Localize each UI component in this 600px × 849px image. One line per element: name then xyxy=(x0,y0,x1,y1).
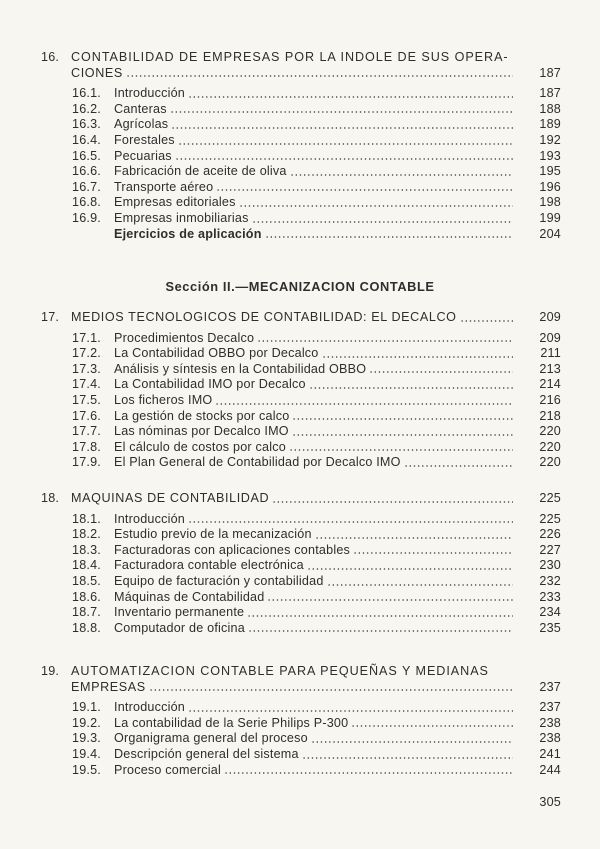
toc-entry xyxy=(41,605,561,621)
dot-leader xyxy=(188,710,513,712)
dot-leader xyxy=(248,630,513,632)
toc-entry xyxy=(41,700,561,716)
toc-entry xyxy=(41,440,561,456)
entry-title: Empresas editoriales xyxy=(114,195,236,210)
dot-leader xyxy=(315,537,513,539)
toc-entry xyxy=(41,763,561,779)
chapter-number: 17. xyxy=(41,310,60,324)
toc-entry xyxy=(41,362,561,378)
chapter-16 xyxy=(41,50,561,242)
entry-page: 199 xyxy=(539,210,561,225)
entry-page: 230 xyxy=(539,558,561,573)
chapter-page: 187 xyxy=(539,65,561,80)
chapter-title: CIONES xyxy=(71,65,123,80)
entry-title: Introducción xyxy=(114,511,186,526)
toc-entry xyxy=(41,149,561,165)
dot-leader xyxy=(272,501,513,503)
chapter-title: MAQUINAS DE CONTABILIDAD xyxy=(71,491,270,505)
entry-number: 18.5. xyxy=(72,573,102,588)
entry-page: 220 xyxy=(539,439,561,454)
entry-page: 238 xyxy=(539,731,561,746)
entry-number: 16.2. xyxy=(72,101,102,116)
dot-leader xyxy=(252,221,513,223)
toc-entry xyxy=(41,543,561,559)
entry-number: 16.5. xyxy=(72,148,102,163)
entry-title: Computador de oficina xyxy=(114,620,245,635)
entry-page: 226 xyxy=(539,527,561,542)
dot-leader xyxy=(322,356,513,358)
entry-title: Inventario permanente xyxy=(114,605,245,620)
toc-entry xyxy=(41,211,561,227)
entry-number: 16.8. xyxy=(72,195,102,210)
toc-entry xyxy=(41,731,561,747)
chapter-page: 237 xyxy=(539,679,561,694)
dot-leader xyxy=(171,127,513,129)
chapter-heading-line xyxy=(41,50,561,66)
entry-title: La Contabilidad IMO por Decalco xyxy=(114,377,306,392)
entry-page: 227 xyxy=(539,542,561,557)
chapter-page: 225 xyxy=(539,491,561,505)
toc-entry xyxy=(41,86,561,102)
dot-leader xyxy=(351,725,513,727)
entry-title: Introducción xyxy=(114,700,186,715)
entry-number: 17.6. xyxy=(72,408,102,423)
entry-number: 18.1. xyxy=(72,511,102,526)
entry-title: Empresas inmobiliarias xyxy=(114,210,249,225)
chapter-page: 209 xyxy=(539,310,561,324)
entry-title: Agrícolas xyxy=(114,117,169,132)
toc-entry xyxy=(41,102,561,118)
entry-title: Canteras xyxy=(114,101,167,116)
chapter-heading-line xyxy=(41,310,561,326)
dot-leader xyxy=(175,158,513,160)
entry-page: 214 xyxy=(539,377,561,392)
entry-number: 19.1. xyxy=(72,700,102,715)
entry-title: Análisis y síntesis en la Contabilidad OBBO xyxy=(114,361,367,376)
toc-entry xyxy=(41,133,561,149)
toc-entry xyxy=(41,747,561,763)
entry-number: 17.4. xyxy=(72,377,102,392)
entry-page: 235 xyxy=(539,620,561,635)
entry-title: Estudio previo de la mecanización xyxy=(114,527,312,542)
entry-title: El cálculo de costos por calco xyxy=(114,439,286,454)
entry-number: 16.4. xyxy=(72,132,102,147)
toc-entry xyxy=(41,227,561,243)
toc-entry xyxy=(41,455,561,471)
dot-leader xyxy=(292,418,513,420)
entry-title: La contabilidad de la Serie Philips P-300 xyxy=(114,715,349,730)
dot-leader xyxy=(239,205,513,207)
chapter-18 xyxy=(41,491,561,636)
entry-page: 237 xyxy=(539,700,561,715)
dot-leader xyxy=(289,449,513,451)
entry-page: 213 xyxy=(539,361,561,376)
entry-title: Los ficheros IMO xyxy=(114,392,213,407)
entry-title: Organigrama general del proceso xyxy=(114,731,308,746)
entry-page: 244 xyxy=(539,762,561,777)
entry-number: 17.1. xyxy=(72,330,102,345)
entry-title: Equipo de facturación y contabilidad xyxy=(114,573,324,588)
dot-leader xyxy=(247,615,513,617)
entry-title: La gestión de stocks por calco xyxy=(114,408,290,423)
dot-leader xyxy=(369,371,513,373)
entry-number: 18.7. xyxy=(72,605,102,620)
entry-number: 18.6. xyxy=(72,589,102,604)
entry-number: 16.3. xyxy=(72,117,102,132)
toc-entry xyxy=(41,574,561,590)
dot-leader xyxy=(126,75,513,77)
entry-page: 220 xyxy=(539,455,561,470)
entry-number: 19.3. xyxy=(72,731,102,746)
entry-page: 188 xyxy=(539,101,561,116)
toc-entry xyxy=(41,195,561,211)
toc-entry xyxy=(41,377,561,393)
entry-page: 195 xyxy=(539,164,561,179)
dot-leader xyxy=(216,189,513,191)
toc-entry xyxy=(41,527,561,543)
chapter-heading-line xyxy=(41,491,561,507)
dot-leader xyxy=(188,96,513,98)
entry-page: 211 xyxy=(540,346,561,361)
entry-number: 17.7. xyxy=(72,424,102,439)
entry-title: Las nóminas por Decalco IMO xyxy=(114,424,289,439)
entry-number: 18.3. xyxy=(72,542,102,557)
chapter-title: EMPRESAS xyxy=(71,679,146,694)
toc-entry xyxy=(41,331,561,347)
chapter-heading-line xyxy=(41,664,561,680)
dot-leader xyxy=(460,320,513,322)
toc-entry xyxy=(41,424,561,440)
entry-number: 18.4. xyxy=(72,558,102,573)
entry-page: 238 xyxy=(539,715,561,730)
entry-page: 189 xyxy=(539,117,561,132)
entry-title: Facturadoras con aplicaciones contables xyxy=(114,542,351,557)
chapter-title: AUTOMATIZACION CONTABLE PARA PEQUEÑAS Y MEDIANAS xyxy=(71,664,489,678)
dot-leader xyxy=(292,434,513,436)
entry-page: 192 xyxy=(539,132,561,147)
entry-number: 19.5. xyxy=(72,762,102,777)
entry-title: El Plan General de Contabilidad por Decalco IMO xyxy=(114,455,401,470)
entry-number: 17.9. xyxy=(72,455,102,470)
dot-leader xyxy=(404,465,513,467)
entry-title: Ejercicios de aplicación xyxy=(114,226,262,241)
entry-page: 225 xyxy=(539,511,561,526)
entry-title: La Contabilidad OBBO por Decalco xyxy=(114,346,319,361)
dot-leader xyxy=(178,143,513,145)
entry-number: 17.2. xyxy=(72,346,102,361)
entry-page: 220 xyxy=(539,424,561,439)
toc-entry xyxy=(41,346,561,362)
entry-page: 209 xyxy=(539,330,561,345)
entry-page: 232 xyxy=(539,573,561,588)
dot-leader xyxy=(170,111,513,113)
dot-leader xyxy=(307,568,513,570)
entry-page: 216 xyxy=(539,392,561,407)
entry-page: 196 xyxy=(539,179,561,194)
chapter-title: MEDIOS TECNOLOGICOS DE CONTABILIDAD: EL DECALCO xyxy=(71,310,457,324)
section-heading: Sección II.—MECANIZACION CONTABLE xyxy=(165,279,435,294)
entry-title: Forestales xyxy=(114,132,175,147)
dot-leader xyxy=(353,552,513,554)
dot-leader xyxy=(224,772,513,774)
dot-leader xyxy=(309,387,513,389)
chapter-heading-line xyxy=(41,66,561,82)
dot-leader xyxy=(265,236,513,238)
toc-entry xyxy=(41,512,561,528)
entry-title: Descripción general del sistema xyxy=(114,746,299,761)
entry-page: 198 xyxy=(539,195,561,210)
dot-leader xyxy=(149,689,513,691)
entry-title: Transporte aéreo xyxy=(114,179,214,194)
entry-number: 19.2. xyxy=(72,715,102,730)
chapter-17 xyxy=(41,310,561,471)
page-number: 305 xyxy=(539,795,561,809)
entry-number: 18.2. xyxy=(72,527,102,542)
toc-entry xyxy=(41,409,561,425)
dot-leader xyxy=(267,599,513,601)
chapter-19 xyxy=(41,664,561,778)
entry-number: 16.6. xyxy=(72,164,102,179)
entry-title: Proceso comercial xyxy=(114,762,221,777)
entry-number: 16.1. xyxy=(72,86,102,101)
chapter-heading-line xyxy=(41,680,561,696)
dot-leader xyxy=(257,340,513,342)
toc-entry xyxy=(41,716,561,732)
chapter-title: CONTABILIDAD DE EMPRESAS POR LA INDOLE DE SUS OPERA- xyxy=(71,50,509,64)
dot-leader xyxy=(302,757,513,759)
entry-title: Facturadora contable electrónica xyxy=(114,558,304,573)
entry-page: 193 xyxy=(539,148,561,163)
toc-entry xyxy=(41,117,561,133)
entry-number: 16.7. xyxy=(72,179,102,194)
entry-title: Máquinas de Contabilidad xyxy=(114,589,265,604)
chapter-number: 19. xyxy=(41,664,60,678)
entry-number: 16.9. xyxy=(72,210,102,225)
dot-leader xyxy=(327,584,513,586)
entry-number: 19.4. xyxy=(72,746,102,761)
entry-title: Procedimientos Decalco xyxy=(114,330,255,345)
toc-entry xyxy=(41,164,561,180)
chapter-number: 16. xyxy=(41,50,60,64)
entry-page: 234 xyxy=(539,605,561,620)
dot-leader xyxy=(311,741,513,743)
entry-number: 17.5. xyxy=(72,392,102,407)
dot-leader xyxy=(215,403,513,405)
entry-title: Fabricación de aceite de oliva xyxy=(114,164,287,179)
entry-page: 218 xyxy=(539,408,561,423)
entry-page: 241 xyxy=(539,746,561,761)
entry-title: Pecuarias xyxy=(114,148,172,163)
entry-title: Introducción xyxy=(114,86,186,101)
toc-entry xyxy=(41,621,561,637)
dot-leader xyxy=(188,521,513,523)
chapter-number: 18. xyxy=(41,491,60,505)
toc-entry xyxy=(41,558,561,574)
entry-page: 233 xyxy=(539,589,561,604)
entry-page: 187 xyxy=(539,86,561,101)
entry-page: 204 xyxy=(539,226,561,241)
dot-leader xyxy=(290,174,513,176)
entry-number: 17.8. xyxy=(72,439,102,454)
toc-entry xyxy=(41,180,561,196)
toc-entry xyxy=(41,590,561,606)
toc-entry xyxy=(41,393,561,409)
entry-number: 18.8. xyxy=(72,620,102,635)
entry-number: 17.3. xyxy=(72,361,102,376)
